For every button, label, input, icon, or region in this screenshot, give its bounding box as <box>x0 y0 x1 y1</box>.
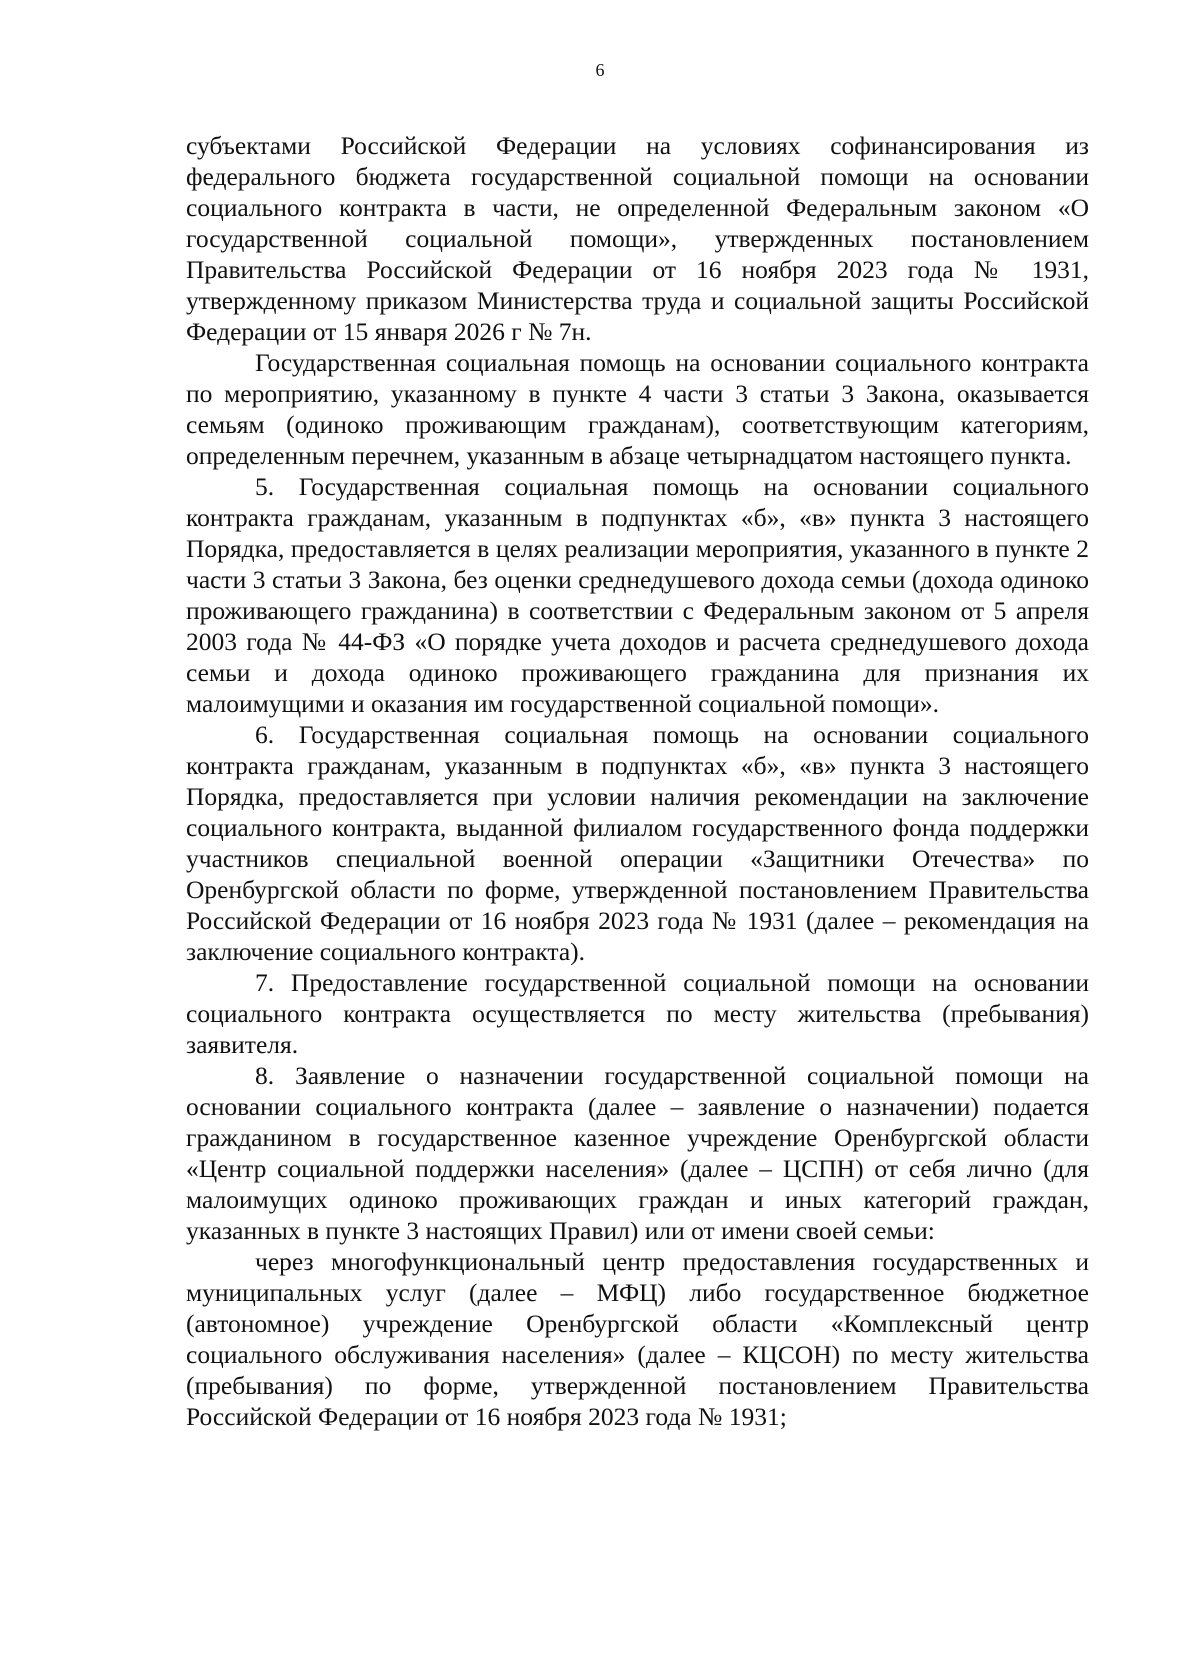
page-number: 6 <box>595 60 605 80</box>
paragraph-item-5: 5. Государственная социальная помощь на основании социального контракта гражданам, указанным в подпунктах «б», «в» пункта 3 настоящего Порядка, предоставляется в целях реализации мероприятия, указанного в пункте 2 части 3 статьи 3 Закона, без оценки среднедушевого дохода семьи (дохода одиноко проживающего гражданина) в соответствии с Федеральным законом от 5 апреля 2003 года № 44-ФЗ «О порядке учета доходов и расчета среднедушевого дохода семьи и дохода одиноко проживающего гражданина для признания их малоимущими и оказания им государственной социальной помощи». <box>186 472 1089 718</box>
paragraph-social-assistance-measure: Государственная социальная помощь на основании социального контракта по мероприятию, указанному в пункте 4 части 3 статьи 3 Закона, оказывается семьям (одиноко проживающим гражданам), соответствующим категориям, определенным перечнем, указанным в абзаце четырнадцатом настоящего пункта. <box>186 348 1089 470</box>
paragraph-continuation: субъектами Российской Федерации на условиях софинансирования из федерального бюджета государственной социальной помощи на основании социального контракта в части, не определенной Федеральным законом «О государственной социальной помощи», утвержденных постановлением Правительства Российской Федерации от 16 ноября 2023 года № 1931, утвержденному приказом Министерства труда и социальной защиты Российской Федерации от 15 января 2026 г № 7н. <box>186 131 1089 346</box>
paragraph-item-6: 6. Государственная социальная помощь на основании социального контракта гражданам, указанным в подпунктах «б», «в» пункта 3 настоящего Порядка, предоставляется при условии наличия рекомендации на заключение социального контракта, выданной филиалом государственного фонда поддержки участников специальной военной операции «Защитники Отечества» по Оренбургской области по форме, утвержденной постановлением Правительства Российской Федерации от 16 ноября 2023 года № 1931 (далее – рекомендация на заключение социального контракта). <box>186 720 1089 966</box>
paragraph-item-7: 7. Предоставление государственной социальной помощи на основании социального контракта осуществляется по месту жительства (пребывания) заявителя. <box>186 968 1089 1059</box>
paragraph-item-8: 8. Заявление о назначении государственной социальной помощи на основании социального контракта (далее – заявление о назначении) подается гражданином в государственное казенное учреждение Оренбургской области «Центр социальной поддержки населения» (далее – ЦСПН) от себя лично (для малоимущих одиноко проживающих граждан и иных категорий граждан, указанных в пункте 3 настоящих Правил) или от имени своей семьи: <box>186 1061 1089 1245</box>
document-body <box>186 130 1089 1432</box>
paragraph-via-mfc: через многофункциональный центр предоставления государственных и муниципальных услуг (далее – МФЦ) либо государственное бюджетное (автономное) учреждение Оренбургской области «Комплексный центр социального обслуживания населения» (далее – КЦСОН) по месту жительства (пребывания) по форме, утвержденной постановлением Правительства Российской Федерации от 16 ноября 2023 года № 1931; <box>186 1247 1089 1431</box>
